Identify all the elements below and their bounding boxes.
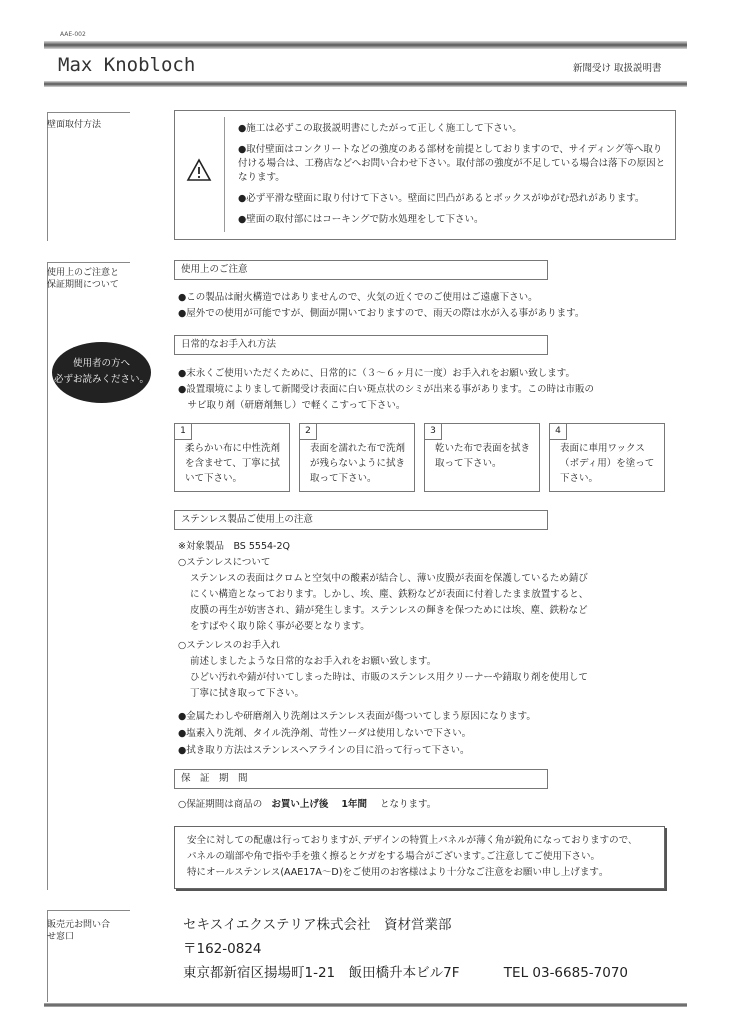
badge-line: 必ずお読みください。: [53, 374, 149, 385]
care-step: [174, 423, 290, 492]
warranty-post: となります。: [380, 799, 437, 810]
side-divider: [47, 262, 130, 263]
document-title: 新聞受け 取扱説明書: [573, 63, 662, 74]
safety-note-line: 安全に対しての配慮は行っておりますが､デザインの特質上パネルが薄く角が鋭角になっておりますので､: [187, 835, 633, 846]
install-bullet: ●壁面の取付部にはコーキングで防水処理をして下さい。: [238, 214, 484, 225]
install-bullet: ●取付壁面はコンクリートなどの強度のある部材を前提としておりますので、サイディング等へ取り付ける場合は、工務店などへお問い合わせ下さい。取付部の強度が不足している場合は落下の原因となります。: [238, 144, 666, 183]
caution-header: 使用上のご注意: [174, 260, 548, 280]
stainless-header: ステンレス製品ご使用上の注意: [174, 510, 548, 530]
about-stainless-title: ○ステンレスについて: [178, 557, 271, 568]
maintenance-line: ひどい汚れや錆が付いてしまった時は、市販のステンレス用クリーナーや錆取り剤を使用して: [190, 672, 588, 683]
stainless-bullet: ●塩素入り洗剤、タイル洗浄剤、苛性ソーダは使用しないで下さい。: [178, 728, 472, 739]
stainless-bullets: [178, 708, 536, 759]
maintenance-line: 前述しましたような日常的なお手入れをお願い致します。: [190, 656, 437, 667]
install-bullet: ●必ず平滑な壁面に取り付けて下さい。壁面に凹凸があるとボックスがゆがむ恐れがあります。: [238, 193, 645, 204]
about-line: ステンレスの表面はクロムと空気中の酸素が結合し、薄い皮膜が表面を保護しているため錆び: [190, 573, 588, 584]
side-vline: [47, 262, 48, 890]
step-number: 2: [300, 424, 317, 440]
stainless-bullet: ●拭き取り方法はステンレスヘアラインの目に沿って行って下さい。: [178, 745, 470, 756]
stainless-bullet: ●金属たわしや研磨剤入り洗剤はステンレス表面が傷ついてしまう原因になります。: [178, 711, 536, 722]
care-header: 日常的なお手入れ方法: [174, 335, 548, 355]
step-number: 4: [550, 424, 567, 440]
step-number: 1: [175, 424, 192, 440]
bottom-rule: [44, 1003, 687, 1007]
caution-line: ●この製品は耐火構造ではありませんので、火気の近くでのご使用はご遠慮下さい。: [178, 292, 538, 303]
side-label-install: 壁面取付方法: [47, 120, 102, 130]
warranty-text: [178, 797, 436, 813]
top-rule: [44, 41, 687, 49]
care-step: [424, 423, 540, 492]
seller-tel: TEL 03-6685-7070: [503, 965, 629, 981]
warning-separator: [224, 117, 225, 232]
side-divider: [47, 112, 130, 113]
stainless-target: ※対象製品 BS 5554-2Q: [178, 541, 290, 552]
install-bullets: [238, 122, 668, 234]
care-line: サビ取り剤（研磨剤無し）で軽くこすって下さい。: [178, 400, 406, 411]
side-vline: [47, 112, 48, 241]
document-code: AAE-002: [60, 31, 86, 38]
warranty-period: 1年間: [341, 799, 367, 810]
care-line: ●設置環境によりまして新聞受け表面に白い斑点状のシミが出来る事があります。この時は市販の: [178, 384, 595, 395]
maintenance-text: [190, 654, 588, 702]
safety-note-line: パネルの端部や角で指や手を強く擦るとケガをする場合がございます｡ご注意してご使用下さい｡: [187, 851, 596, 862]
side-label-usage: 使用上のご注意と保証期間について: [47, 268, 120, 290]
about-line: をすばやく取り除く事が必要となります。: [190, 621, 370, 632]
seller-info: [183, 913, 628, 985]
brand-name: Max Knobloch: [58, 54, 196, 76]
install-bullet: ●施工は必ずこの取扱説明書にしたがって正しく施工して下さい。: [238, 123, 522, 134]
maintenance-title: ○ステンレスのお手入れ: [178, 640, 281, 651]
seller-address: 東京都新宿区揚場町1-21 飯田橋升本ビル7F: [183, 965, 460, 981]
care-line: ●末永くご使用いただくために、日常的に（３～６ヶ月に一度）お手入れをお願い致します。: [178, 368, 576, 379]
seller-zip: 〒162-0824: [183, 941, 262, 957]
step-text: 表面に車用ワックス（ボディ用）を塗って下さい。: [560, 443, 655, 484]
caution-lines: [178, 290, 584, 322]
warranty-pre: ○保証期間は商品の: [178, 799, 263, 810]
about-line: 皮膜の再生が妨害され、錆が発生します。ステンレスの輝きを保つためには埃、塵、鉄粉など: [190, 605, 588, 616]
step-text: 表面を濡れた布で洗剤が残らないように拭き取って下さい。: [310, 443, 406, 484]
step-text: 柔らかい布に中性洗剤を含ませて、丁寧に拭いて下さい。: [185, 443, 281, 484]
safety-note-box: [174, 826, 665, 889]
step-text: 乾いた布で表面を拭き取って下さい。: [435, 443, 531, 469]
maintenance-line: 丁寧に拭き取って下さい。: [190, 688, 305, 699]
warranty-purchase: お買い上げ後: [271, 799, 329, 810]
step-number: 3: [425, 424, 442, 440]
seller-company: セキスイエクステリア株式会社 資材営業部: [183, 917, 452, 933]
care-step: [299, 423, 415, 492]
about-stainless-text: [190, 571, 588, 635]
side-label-seller: 販売元お問い合せ窓口: [47, 920, 111, 942]
care-lines: [178, 366, 594, 414]
care-step: [549, 423, 665, 492]
read-me-badge: [52, 342, 151, 403]
warning-triangle-icon: [186, 158, 212, 182]
side-divider: [47, 910, 130, 911]
about-line: にくい構造となっております。しかし、埃、塵、鉄粉などが表面に付着したまま放置すると、: [190, 589, 589, 600]
header-rule: [44, 81, 687, 87]
warranty-header: 保 証 期 間: [174, 769, 548, 789]
seller-contact-row: [183, 961, 628, 985]
safety-note-line: 特にオールステンレス(AAE17A～D)をご使用のお客様はより十分なご注意をお願い申し上げます｡: [187, 867, 604, 878]
badge-line: 使用者の方へ: [72, 358, 130, 369]
caution-line: ●屋外での使用が可能ですが、側面が開いておりますので、雨天の際は水が入る事があります。: [178, 308, 585, 319]
